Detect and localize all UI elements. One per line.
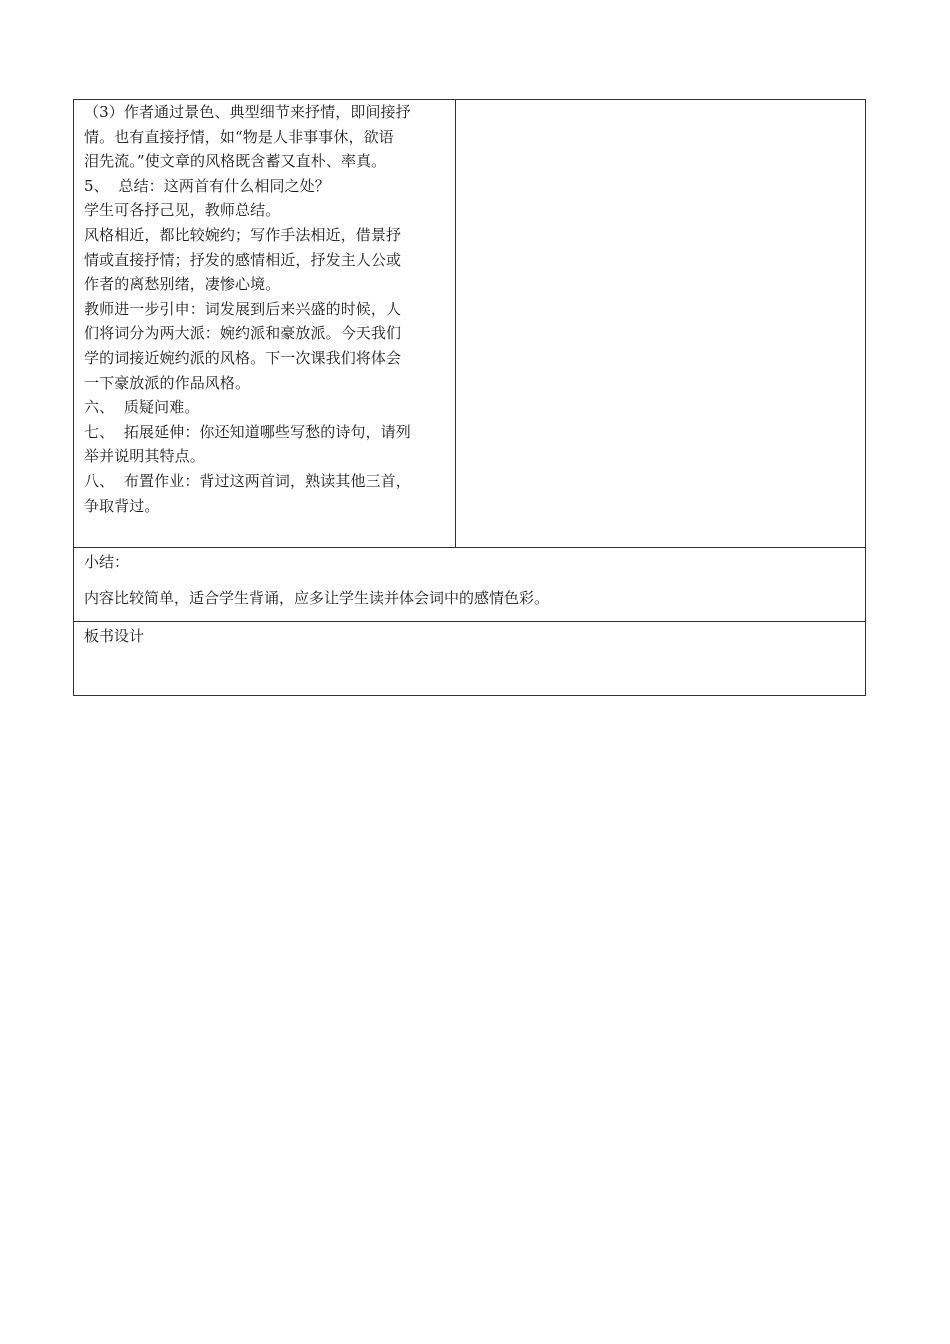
board-design-title: 板书设计 <box>84 627 145 645</box>
text-line: 情或直接抒情；抒发的感情相近，抒发主人公或 <box>84 250 402 269</box>
text-line: 情。也有直接抒情，如“物是人非事事休，欲语 <box>84 127 394 146</box>
board-design-cell <box>74 622 866 696</box>
text-line: 一下豪放派的作品风格。 <box>84 373 251 392</box>
text-line: 学生可各抒己见，教师总结。 <box>84 201 281 220</box>
text-line: 学的词接近婉约派的风格。下一次课我们将体会 <box>84 348 402 367</box>
text-line: 教师进一步引申：词发展到后来兴盛的时候，人 <box>84 299 402 318</box>
text-line: 作者的离愁别绪，凄惨心境。 <box>84 275 281 294</box>
text-line: 5、 总结：这两首有什么相同之处？ <box>84 176 330 195</box>
text-line: （3）作者通过景色、典型细节来抒情，即间接抒 <box>84 103 411 121</box>
teaching-process-text <box>74 100 455 518</box>
teaching-process-cell <box>74 100 456 548</box>
text-line: 泪先流。”使文章的风格既含蓄又直朴、率真。 <box>84 152 387 171</box>
content-row <box>74 100 866 548</box>
summary-row <box>74 548 866 622</box>
text-line: 风格相近，都比较婉约；写作手法相近，借景抒 <box>84 225 402 244</box>
text-line: 七、 拓展延伸：你还知道哪些写愁的诗句，请列 <box>84 422 411 441</box>
summary-title: 小结： <box>84 553 130 571</box>
board-design-row <box>74 622 866 696</box>
notes-cell-empty <box>456 100 866 548</box>
text-line: 争取背过。 <box>84 496 160 515</box>
text-line: 们将词分为两大派：婉约派和豪放派。今天我们 <box>84 324 402 343</box>
text-line: 六、 质疑问难。 <box>84 398 200 417</box>
text-line: 举并说明其特点。 <box>84 447 205 466</box>
summary-text: 内容比较简单，适合学生背诵，应多让学生读并体会词中的感情色彩。 <box>84 589 550 607</box>
text-line: 八、 布置作业：背过这两首词，熟读其他三首， <box>84 471 411 490</box>
lesson-plan-table <box>73 99 866 696</box>
summary-cell <box>74 548 866 622</box>
